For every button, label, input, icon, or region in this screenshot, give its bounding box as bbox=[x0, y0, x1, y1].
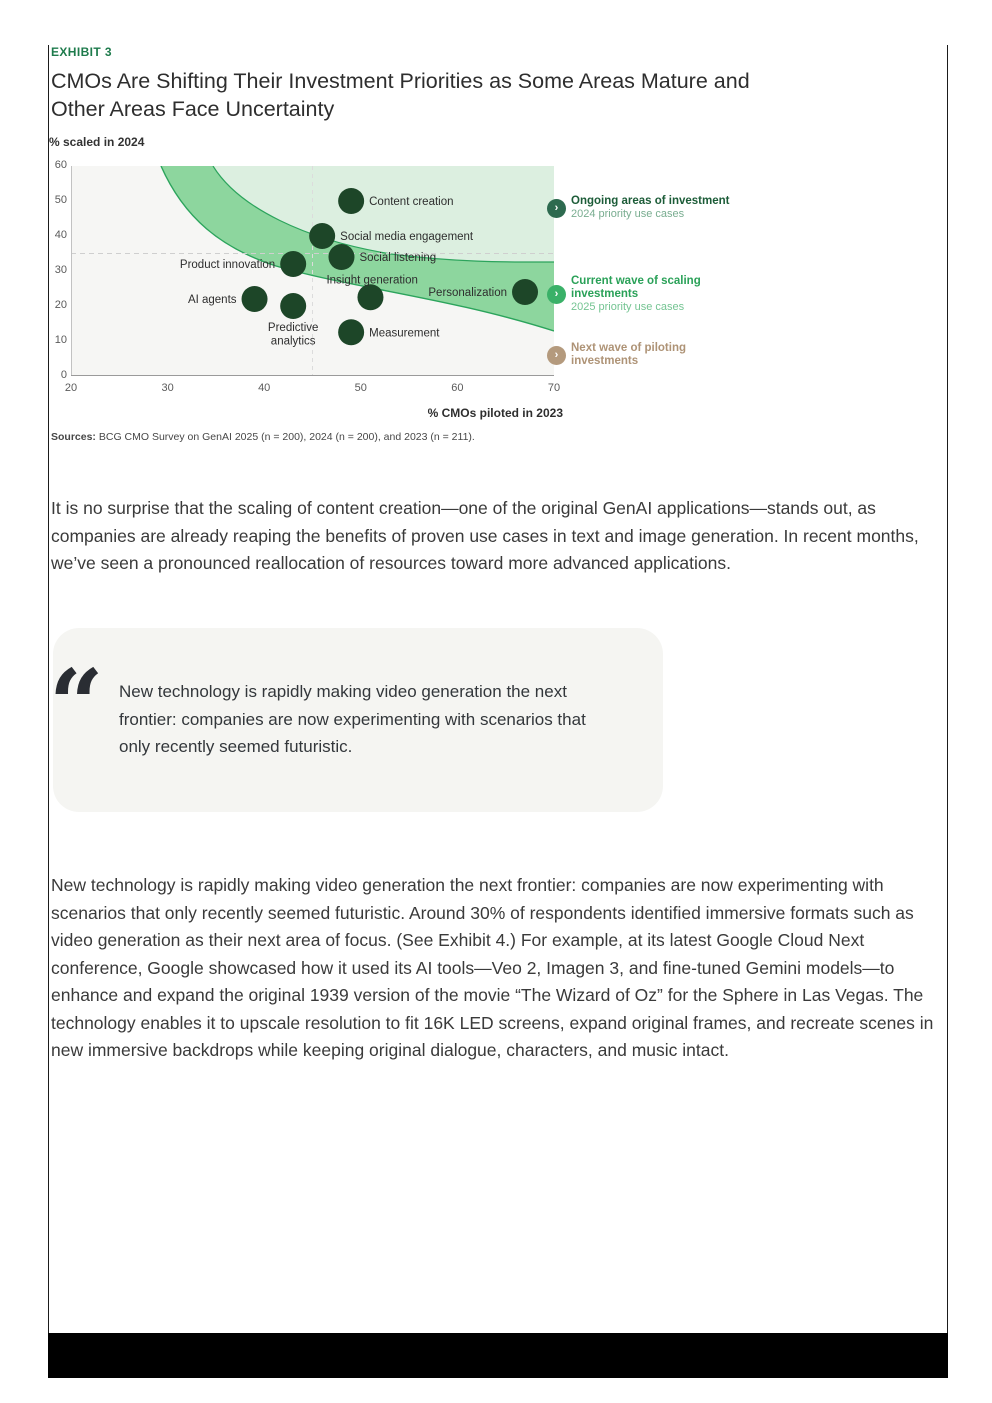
footer-bar bbox=[48, 1333, 948, 1378]
data-point bbox=[280, 251, 306, 277]
data-point-label: AI agents bbox=[187, 294, 237, 306]
data-point-label: Insight generation bbox=[326, 274, 418, 287]
y-axis-caption: % scaled in 2024 bbox=[49, 135, 145, 149]
data-point bbox=[328, 244, 354, 270]
chevron-circle-icon: › bbox=[547, 199, 566, 218]
exhibit-label: EXHIBIT 3 bbox=[51, 45, 112, 59]
data-point bbox=[338, 188, 364, 214]
data-point-label: Social media engagement bbox=[340, 231, 474, 243]
data-point-label: Personalization bbox=[428, 287, 508, 299]
legend-subtitle: 2024 priority use cases bbox=[571, 208, 685, 220]
paragraph-2: New technology is rapidly making video generation the next frontier: companies are now experimenting with scenarios that only recently seemed futuristic. Around 30% of respondents identified immersive formats such as video generation as their next area of focus. (See Exhibit 4.) For example, at its latest Google Cloud Next conference, Google showcased how it used its AI tools—Veo 2, Imagen 3, and fine-tuned Gemini models—to enhance and expand the original 1939 version of the movie “The Wizard of Oz” for the Sphere in Las Vegas. The technology enables it to upscale resolution to fit 16K LED screens, expand original frames, and recreate scenes in new immersive backdrops while keeping original dialogue, characters, and music intact. bbox=[51, 875, 934, 1060]
y-tick-label: 10 bbox=[54, 334, 67, 346]
legend-entry-piloting bbox=[547, 342, 777, 368]
chevron-circle-icon: › bbox=[547, 285, 566, 304]
legend-title: Current wave of scaling investments bbox=[571, 275, 701, 300]
y-tick-label: 0 bbox=[60, 369, 67, 381]
x-tick-label: 20 bbox=[64, 382, 78, 394]
legend-title: Ongoing areas of investment bbox=[571, 195, 730, 207]
data-point-label: Product innovation bbox=[179, 259, 276, 271]
data-point bbox=[357, 284, 383, 310]
legend-subtitle: 2025 priority use cases bbox=[571, 301, 685, 313]
plot-svg bbox=[71, 166, 554, 376]
legend-title: Next wave of piloting investments bbox=[571, 342, 687, 367]
data-point-label: analytics bbox=[270, 335, 316, 348]
x-axis-title: % CMOs piloted in 2023 bbox=[427, 406, 563, 420]
x-tick-label: 40 bbox=[258, 382, 271, 394]
data-point-label: Content creation bbox=[369, 196, 454, 208]
data-point-label: Predictive bbox=[267, 322, 319, 334]
quote-text: New technology is rapidly making video generation the next frontier: companies are now experimenting with scenarios that only recently seemed futuristic. bbox=[119, 682, 586, 756]
data-point bbox=[512, 279, 538, 305]
legend-entry-scaling bbox=[547, 275, 777, 314]
sources-line bbox=[51, 431, 475, 443]
article-container bbox=[48, 45, 948, 1378]
x-tick-label: 70 bbox=[547, 382, 561, 394]
y-tick-label: 60 bbox=[54, 159, 67, 171]
paragraph-1: It is no surprise that the scaling of content creation—one of the original GenAI applications—stands out, as companies are already reaping the benefits of proven use cases in text and image generation. In recent months, we’ve seen a pronounced reallocation of resources toward more advanced applications. bbox=[51, 498, 919, 573]
x-tick-label: 60 bbox=[451, 382, 464, 394]
data-point bbox=[338, 319, 364, 345]
legend-entry-ongoing bbox=[547, 195, 777, 221]
sources-label: Sources: bbox=[51, 431, 96, 443]
data-point bbox=[242, 286, 268, 312]
data-point bbox=[280, 293, 306, 319]
x-tick-label: 30 bbox=[161, 382, 174, 394]
y-tick-label: 50 bbox=[54, 194, 67, 206]
chevron-circle-icon: › bbox=[547, 346, 566, 365]
x-tick-label: 50 bbox=[354, 382, 367, 394]
data-point bbox=[309, 223, 335, 249]
open-quote-icon: “ bbox=[49, 649, 104, 760]
data-point-label: Social listening bbox=[359, 252, 437, 264]
sources-text: BCG CMO Survey on GenAI 2025 (n = 200), 2024 (n = 200), and 2023 (n = 211). bbox=[95, 431, 475, 443]
data-point-label: Measurement bbox=[369, 327, 440, 340]
y-tick-label: 40 bbox=[54, 229, 67, 241]
chart bbox=[49, 155, 947, 467]
exhibit-title: CMOs Are Shifting Their Investment Priorities as Some Areas Mature and Other Areas Face Uncertainty bbox=[51, 69, 750, 121]
y-tick-label: 30 bbox=[54, 264, 67, 276]
y-tick-label: 20 bbox=[54, 299, 67, 311]
